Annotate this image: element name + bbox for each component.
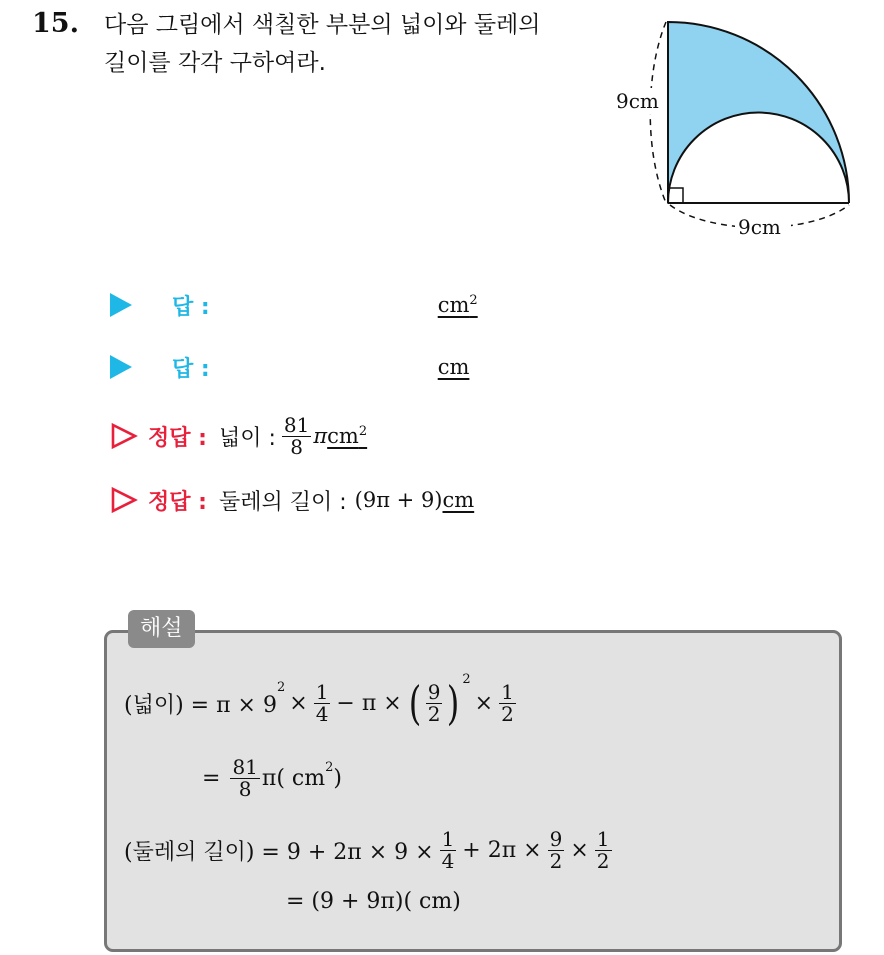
perimeter-expression: (9π + 9) bbox=[354, 488, 443, 512]
problem-text-line1: 다음 그림에서 색칠한 부분의 넓이와 둘레의 bbox=[104, 12, 541, 38]
fraction-one-quarter: $\frac{1}{4}$ bbox=[315, 679, 329, 726]
area-fraction: $\frac{81}{8}$ bbox=[283, 412, 310, 459]
play-outline-icon bbox=[110, 422, 138, 450]
solution-line-area: (넓이) = π × 9 $^2$ × $\frac{1}{4}$ − π × ( $\frac{9}{2}$ ) $^2$ × $\frac{1}{2}$ bbox=[124, 672, 514, 730]
fraction-nine-halves: $\frac{9}{2}$ bbox=[427, 679, 441, 726]
area-prefix: 넓이 : bbox=[218, 425, 276, 451]
problem-text-line2: 길이를 각각 구하여라. bbox=[104, 50, 326, 76]
correct-answer-perimeter bbox=[110, 480, 474, 520]
play-icon bbox=[110, 293, 132, 317]
area-unit: $cm^2$ bbox=[437, 293, 478, 317]
right-angle-mark bbox=[668, 188, 683, 203]
perimeter-prefix: 둘레의 길이 : bbox=[218, 489, 347, 515]
answer-row-perimeter bbox=[110, 347, 469, 387]
area-pi: π bbox=[313, 424, 328, 448]
solution-tag: 해설 bbox=[128, 610, 195, 648]
solution-line-area-result: = $\frac{81}{8}$ π( cm $^2$ ) bbox=[202, 754, 342, 801]
answer-row-area bbox=[110, 285, 478, 325]
problem-number: 15. bbox=[32, 8, 79, 39]
correct-answer-area bbox=[110, 408, 367, 464]
perimeter-unit: cm bbox=[437, 355, 470, 379]
solution-line-perimeter: (둘레의 길이) = 9 + 2π × 9 × $\frac{1}{4}$ + 2π × $\frac{9}{2}$ × $\frac{1}{2}$ bbox=[124, 826, 610, 873]
perimeter-answer-unit: cm bbox=[442, 488, 475, 512]
play-icon bbox=[110, 355, 132, 379]
correct-label: 정답 : bbox=[148, 425, 207, 451]
fraction-one-half: $\frac{1}{2}$ bbox=[501, 679, 514, 726]
shaded-region bbox=[668, 22, 849, 203]
correct-label: 정답 : bbox=[148, 489, 207, 515]
solution-line-perimeter-result: = (9 + 9π)( cm) bbox=[286, 888, 461, 914]
answer-label: 답 : bbox=[172, 294, 210, 320]
play-outline-icon bbox=[110, 486, 138, 514]
side-label: 9cm bbox=[616, 89, 659, 113]
answer-label: 답 : bbox=[172, 356, 210, 382]
quarter-circle-figure bbox=[600, 0, 870, 250]
area-answer-unit: $cm^2$ bbox=[327, 424, 368, 448]
bottom-label: 9cm bbox=[738, 215, 781, 239]
